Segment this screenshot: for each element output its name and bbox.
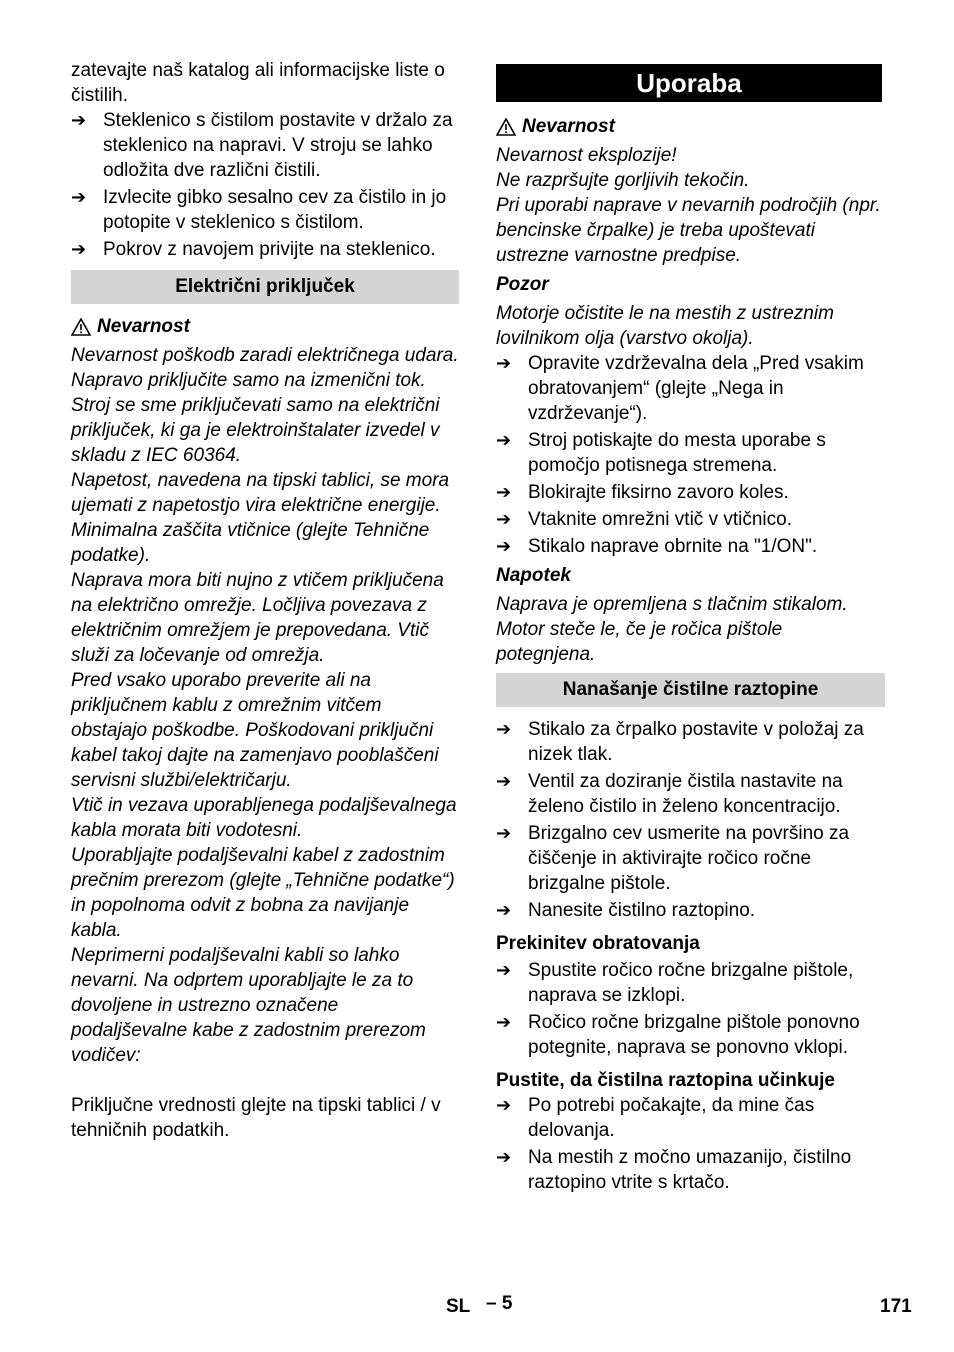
danger-paragraph: Uporabljajte podaljševalni kabel z zadostnim prečnim prerezom (glejte „Tehnične podatke“) in popolnoma odvit z bobna za navijanje kabla. xyxy=(71,845,455,941)
danger-paragraph: Vtič in vezava uporabljenega podaljševalnega kabla morata biti vodotesni. xyxy=(71,795,457,841)
caution-text: Motorje očistite le na mestih z ustreznim lovilnikom olja (varstvo okolja). xyxy=(496,303,834,349)
danger-text-block xyxy=(71,343,459,1068)
steps-list-detergent xyxy=(496,717,886,923)
danger-paragraph: Naprava mora biti nujno z vtičem priključena na električno omrežje. Ločljiva povezava z električnim omrežjem je prepovedana. Vtič služi za ločevanje od omrežja. xyxy=(71,570,444,666)
step-item: ➔ Stikalo za črpalko postavite v položaj za nizek tlak. xyxy=(496,719,864,765)
left-column xyxy=(71,58,459,1143)
danger-text-block xyxy=(496,143,886,268)
warning-heading: Nevarnost xyxy=(71,314,459,339)
step-item: ➔ Blokirajte fiksirno zavoro koles. xyxy=(496,482,789,503)
steps-list-1 xyxy=(71,108,459,262)
danger-paragraph: Ne razpršujte gorljivih tekočin. xyxy=(496,170,750,191)
danger-paragraph: Napravo priključite samo na izmenični tok. xyxy=(71,370,426,391)
arrow-right-icon: ➔ xyxy=(496,430,512,450)
danger-paragraph: Nevarnost eksplozije! xyxy=(496,145,677,166)
warning-triangle-icon xyxy=(71,318,91,336)
right-column xyxy=(496,58,886,1197)
arrow-right-icon: ➔ xyxy=(496,900,512,920)
step-item: ➔ Brizgalno cev usmerite na površino za čiščenje in aktivirajte ročico ročne brizgalne pištole. xyxy=(496,823,850,894)
arrow-right-icon: ➔ xyxy=(496,823,512,843)
arrow-right-icon: ➔ xyxy=(496,719,512,739)
step-item: ➔ Ročico ročne brizgalne pištole ponovno potegnite, naprava se ponovno vklopi. xyxy=(496,1012,860,1058)
arrow-right-icon: ➔ xyxy=(496,1147,512,1167)
arrow-right-icon: ➔ xyxy=(496,353,512,373)
step-item: ➔ Po potrebi počakajte, da mine čas delovanja. xyxy=(496,1095,815,1141)
step-item: ➔ Izvlecite gibko sesalno cev za čistilo in jo potopite v steklenico s čistilom. xyxy=(71,187,447,233)
footer-language: SL xyxy=(446,1296,471,1317)
effect-heading: Pustite, da čistilna raztopina učinkuje xyxy=(496,1070,835,1091)
footer-section-page: – 5 xyxy=(486,1293,513,1314)
danger-paragraph: Minimalna zaščita vtičnice (glejte Tehnične podatke). xyxy=(71,520,430,566)
danger-paragraph: Napetost, navedena na tipski tablici, se mora ujemati z napetostjo vira električne energije. xyxy=(71,470,450,516)
step-item: ➔ Stikalo naprave obrnite na "1/ON". xyxy=(496,536,818,557)
step-item: ➔ Pokrov z navojem privijte na steklenico. xyxy=(71,239,436,260)
danger-paragraph: Pred vsako uporabo preverite ali na priključnem kablu z omrežnim vitčem obstajajo poškodbe. Poškodovani priključni kabel takoj dajte na zamenjavo pooblaščeni servisni službi/električarju. xyxy=(71,670,439,791)
danger-paragraph: Pri uporabi naprave v nevarnih področjih (npr. bencinske črpalke) je treba upoštevati ustrezne varnostne predpise. xyxy=(496,195,881,266)
footer-page-number: 171 xyxy=(880,1296,912,1317)
arrow-right-icon: ➔ xyxy=(496,509,512,529)
intro-text: zatevajte naš katalog ali informacijske liste o čistilih. xyxy=(71,60,445,106)
step-item: ➔ Stroj potiskajte do mesta uporabe s pomočjo potisnega stremena. xyxy=(496,430,826,476)
step-item: ➔ Na mestih z močno umazanijo, čistilno raztopino vtrite s krtačo. xyxy=(496,1147,852,1193)
closing-text: Priključne vrednosti glejte na tipski tablici / v tehničnih podatkih. xyxy=(71,1095,441,1141)
section-heading-usage: Uporaba xyxy=(496,64,882,102)
arrow-right-icon: ➔ xyxy=(71,110,87,130)
danger-paragraph: Nevarnost poškodb zaradi električnega udara. xyxy=(71,345,459,366)
section-heading-detergent: Nanašanje čistilne raztopine xyxy=(496,673,885,707)
steps-list-interrupt xyxy=(496,958,886,1060)
danger-paragraph: Neprimerni podaljševalni kabli so lahko nevarni. Na odprtem uporabljajte le za to dovoljene in ustrezno označene podaljševalne kabe z zadostnim prerezom vodičev: xyxy=(71,945,426,1066)
section-heading-electric: Električni priključek xyxy=(71,270,459,304)
step-item: ➔ Spustite ročico ročne brizgalne pištole, naprava se izklopi. xyxy=(496,960,854,1006)
arrow-right-icon: ➔ xyxy=(496,960,512,980)
step-item: ➔ Vtaknite omrežni vtič v vtičnico. xyxy=(496,509,792,530)
arrow-right-icon: ➔ xyxy=(496,1012,512,1032)
step-item: ➔ Steklenico s čistilom postavite v držalo za steklenico na napravi. V stroju se lahko odložita dve različni čistili. xyxy=(71,110,453,181)
warning-triangle-icon xyxy=(496,118,516,136)
interrupt-heading: Prekinitev obratovanja xyxy=(496,933,700,954)
step-item: ➔ Nanesite čistilno raztopino. xyxy=(496,900,756,921)
steps-list-usage xyxy=(496,351,886,559)
arrow-right-icon: ➔ xyxy=(496,1095,512,1115)
steps-list-effect xyxy=(496,1093,886,1195)
arrow-right-icon: ➔ xyxy=(496,771,512,791)
note-text: Naprava je opremljena s tlačnim stikalom. Motor steče le, če je ročica pištole potegnjena. xyxy=(496,594,848,665)
caution-heading: Pozor xyxy=(496,274,549,295)
arrow-right-icon: ➔ xyxy=(496,482,512,502)
arrow-right-icon: ➔ xyxy=(71,187,87,207)
step-item: ➔ Ventil za doziranje čistila nastavite na želeno čistilo in želeno koncentracijo. xyxy=(496,771,843,817)
arrow-right-icon: ➔ xyxy=(496,536,512,556)
step-item: ➔ Opravite vzdrževalna dela „Pred vsakim obratovanjem“ (glejte „Nega in vzdrževanje“). xyxy=(496,353,864,424)
note-heading: Napotek xyxy=(496,565,571,586)
danger-paragraph: Stroj se sme priključevati samo na električni priključek, ki ga je elektroinštalater izvedel v skladu z IEC 60364. xyxy=(71,395,440,466)
warning-heading: Nevarnost xyxy=(496,114,886,139)
arrow-right-icon: ➔ xyxy=(71,239,87,259)
